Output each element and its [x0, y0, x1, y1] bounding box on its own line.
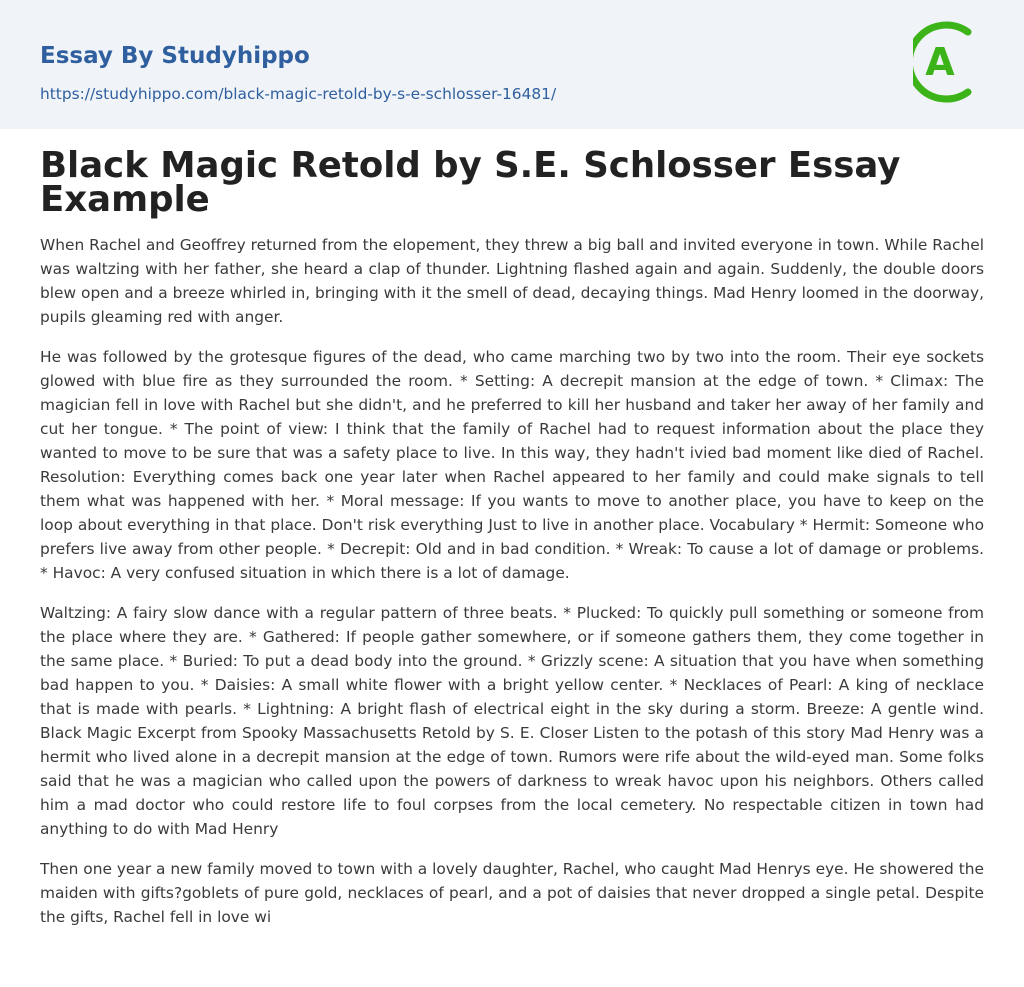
page-url-link[interactable]: https://studyhippo.com/black-magic-retold-by-s-e-schlosser-16481/: [40, 85, 557, 103]
paragraph: When Rachel and Geoffrey returned from the elopement, they threw a big ball and invited everyone in town. While Rachel was waltzing with her father, she heard a clap of thunder. Lightning flashed again and again. Suddenly, the double doors blew open and a breeze whirled in, bringing with it the smell of dead, decaying things. Mad Henry loomed in the doorway, pupils gleaming red with anger.: [40, 236, 984, 326]
article-body: [40, 233, 984, 929]
logo-letter: A: [925, 40, 955, 84]
page-title: Black Magic Retold by S.E. Schlosser Essay Example: [40, 145, 901, 220]
paragraph: Then one year a new family moved to town with a lovely daughter, Rachel, who caught Mad Henrys eye. He showered the maiden with gifts?goblets of pure gold, necklaces of pearl, and a pot of daisies that never dropped a single petal. Despite the gifts, Rachel fell in love wi: [40, 860, 984, 926]
paragraph: Waltzing: A fairy slow dance with a regular pattern of three beats. * Plucked: To quickly pull something or someone from the place where they are. * Gathered: If people gather somewhere, or if someone gathers them, they come together in the same place. * Buried: To put a dead body into the ground. * Grizzly scene: A situation that you have when something bad happen to you. * Daisies: A small white flower with a bright yellow center. * Necklaces of Pearl: A king of necklace that is made with pearls. * Lightning: A bright flash of electrical eight in the sky during a storm. Breeze: A gentle wind. Black Magic Excerpt from Spooky Massachusetts Retold by S. E. Closer Listen to the potash of this story Mad Henry was a hermit who lived alone in a decrepit mansion at the edge of town. Rumors were rife about the wild-eyed man. Some folks said that he was a magician who called upon the powers of darkness to wreak havoc upon his neighbors. Others called him a mad doctor who could restore life to foul corpses from the local cemetery. No respectable citizen in town had anything to do with Mad Henry: [40, 604, 984, 838]
studyhippo-logo-icon[interactable]: [913, 19, 987, 105]
site-brand[interactable]: Essay By Studyhippo: [40, 43, 310, 69]
paragraph: He was followed by the grotesque figures of the dead, who came marching two by two into the room. Their eye sockets glowed with blue fire as they surrounded the room. * Setting: A decrepit mansion at the edge of town. * Climax: The magician fell in love with Rachel but she didn't, and he preferred to kill her husband and taker her away of her family and cut her tongue. * The point of view: I think that the family of Rachel had to request information about the place they wanted to move to be sure that was a safety place to live. In this way, they hadn't ivied bad moment like died of Rachel. Resolution: Everything comes back one year later when Rachel appeared to her family and could make signals to tell them what was happened with her. * Moral message: If you wants to move to another place, you have to keep on the loop about everything in that place. Don't risk everything Just to live in another place. Vocabulary * Hermit: Someone who prefers live away from other people. * Decrepit: Old and in bad condition. * Wreak: To cause a lot of damage or problems. * Havoc: A very confused situation in which there is a lot of damage.: [40, 348, 984, 582]
site-header: [0, 0, 1024, 129]
article: [0, 129, 1024, 929]
